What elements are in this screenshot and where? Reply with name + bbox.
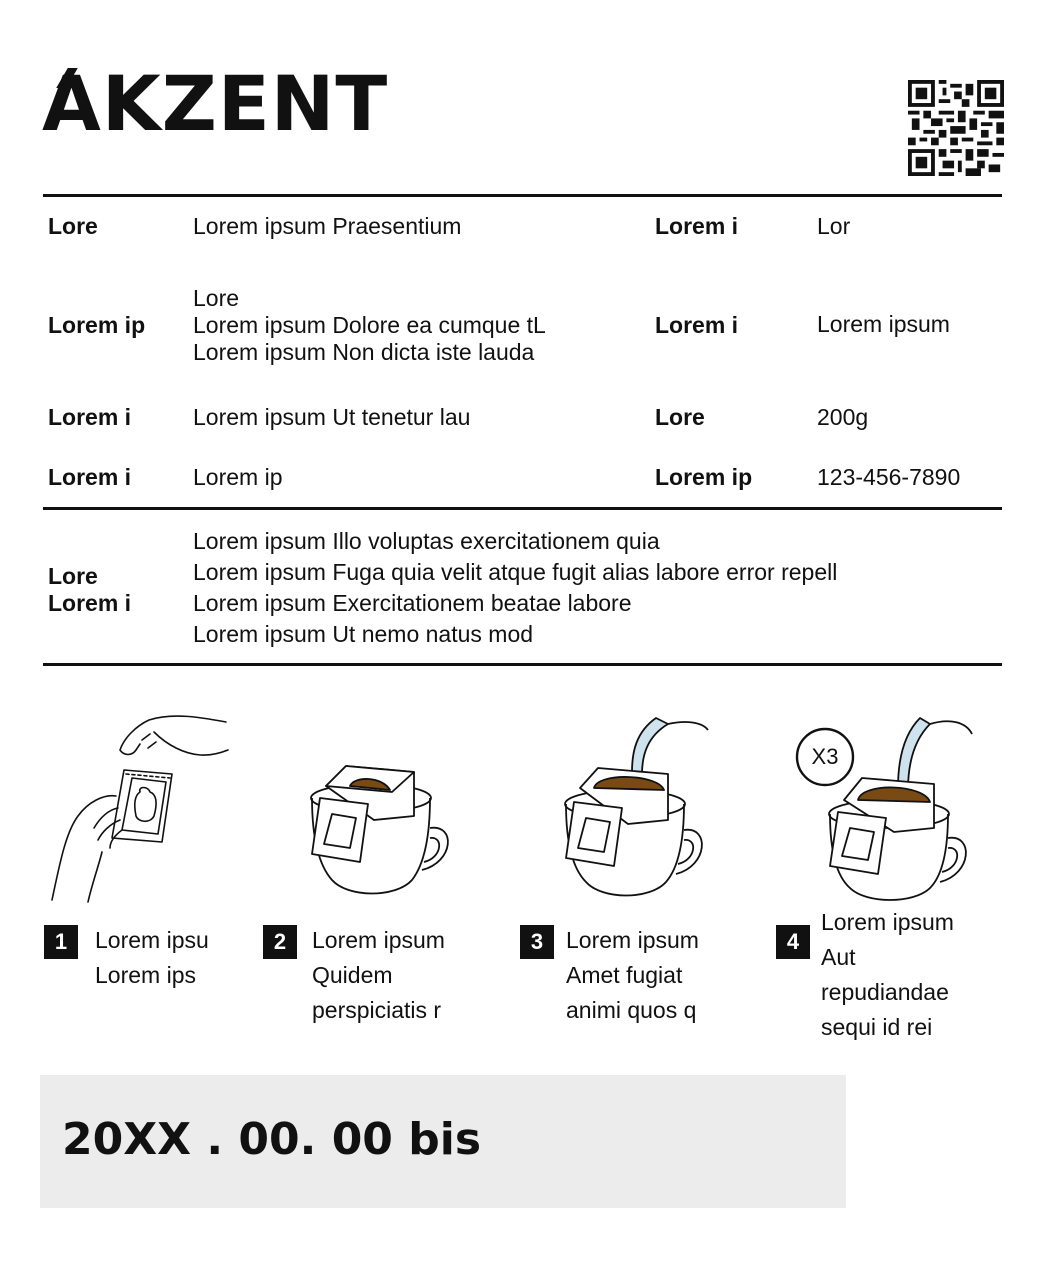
info-value xyxy=(193,404,470,431)
notes-text xyxy=(193,526,837,650)
step-number-badge: 3 xyxy=(520,925,554,959)
info-value-secondary: Lor xyxy=(817,213,851,239)
qr-code-icon xyxy=(908,80,1004,176)
repeat-badge-label: X3 xyxy=(811,744,839,769)
table-rule xyxy=(43,507,1002,510)
step-line: Lorem ipsum xyxy=(821,909,954,935)
step-line: Lorem ipsu xyxy=(95,927,209,953)
info-label-secondary: Lorem i xyxy=(655,213,739,239)
step-text xyxy=(566,923,699,1028)
expiry-date: 20XX . 00. 00 bis xyxy=(62,1114,482,1165)
info-value xyxy=(193,464,282,491)
info-value xyxy=(193,213,461,240)
info-value-line: Lorem ipsum Non dicta iste lauda xyxy=(193,339,535,365)
step-text xyxy=(95,923,209,993)
info-value-line: Lorem ipsum Ut tenetur lau xyxy=(193,404,471,430)
step-line: Aut xyxy=(821,944,856,970)
info-value-line: Lorem ipsum Dolore ea cumque tL xyxy=(193,312,546,338)
step-number-badge: 1 xyxy=(44,925,78,959)
info-label-secondary: Lorem ip xyxy=(655,464,753,490)
info-value-line: Lorem ipsum Praesentium xyxy=(193,213,462,239)
info-value-line: Lorem ip xyxy=(193,464,283,490)
notes-label xyxy=(48,563,131,617)
pour-repeat-icon xyxy=(790,712,980,907)
pour-water-icon xyxy=(546,712,716,907)
step-line: Lorem ips xyxy=(95,962,196,988)
step-line: Quidem xyxy=(312,962,393,988)
step-line: Lorem ipsum xyxy=(312,927,445,953)
info-label: Lorem i xyxy=(48,464,132,490)
open-bag-icon xyxy=(44,712,244,907)
step-number-badge: 4 xyxy=(776,925,810,959)
info-value xyxy=(193,285,546,366)
info-label-secondary: Lore xyxy=(655,404,705,430)
step-line: sequi id rei xyxy=(821,1014,933,1040)
notes-label-line: Lorem i xyxy=(48,590,132,616)
notes-line: Lorem ipsum Illo voluptas exercitationem quia xyxy=(193,528,660,554)
info-value-secondary: Lorem ipsum xyxy=(817,311,950,337)
info-label: Lore xyxy=(48,213,98,239)
notes-line: Lorem ipsum Exercitationem beatae labore xyxy=(193,590,632,616)
info-value-secondary: 200g xyxy=(817,404,869,430)
notes-line: Lorem ipsum Ut nemo natus mod xyxy=(193,621,534,647)
step-text xyxy=(312,923,445,1028)
step-line: repudiandae xyxy=(821,979,949,1005)
drip-bag-on-cup-icon xyxy=(292,712,462,907)
info-label: Lorem ip xyxy=(48,312,146,338)
info-label: Lorem i xyxy=(48,404,132,430)
info-value-line: Lore xyxy=(193,285,240,311)
step-text xyxy=(821,905,954,1045)
step-number-badge: 2 xyxy=(263,925,297,959)
header-rule xyxy=(43,194,1002,197)
step-line: Lorem ipsum xyxy=(566,927,699,953)
notes-line: Lorem ipsum Fuga quia velit atque fugit alias labore error repell xyxy=(193,559,838,585)
info-value-secondary: 123-456-7890 xyxy=(817,464,961,490)
step-line: Amet fugiat xyxy=(566,962,683,988)
expiry-panel xyxy=(40,1075,846,1208)
notes-label-line: Lore xyxy=(48,563,98,589)
step-line: animi quos q xyxy=(566,997,697,1023)
notes-rule xyxy=(43,663,1002,666)
info-label-secondary: Lorem i xyxy=(655,312,739,338)
step-line: perspiciatis r xyxy=(312,997,442,1023)
brand-logo: AKZENT xyxy=(42,59,389,148)
